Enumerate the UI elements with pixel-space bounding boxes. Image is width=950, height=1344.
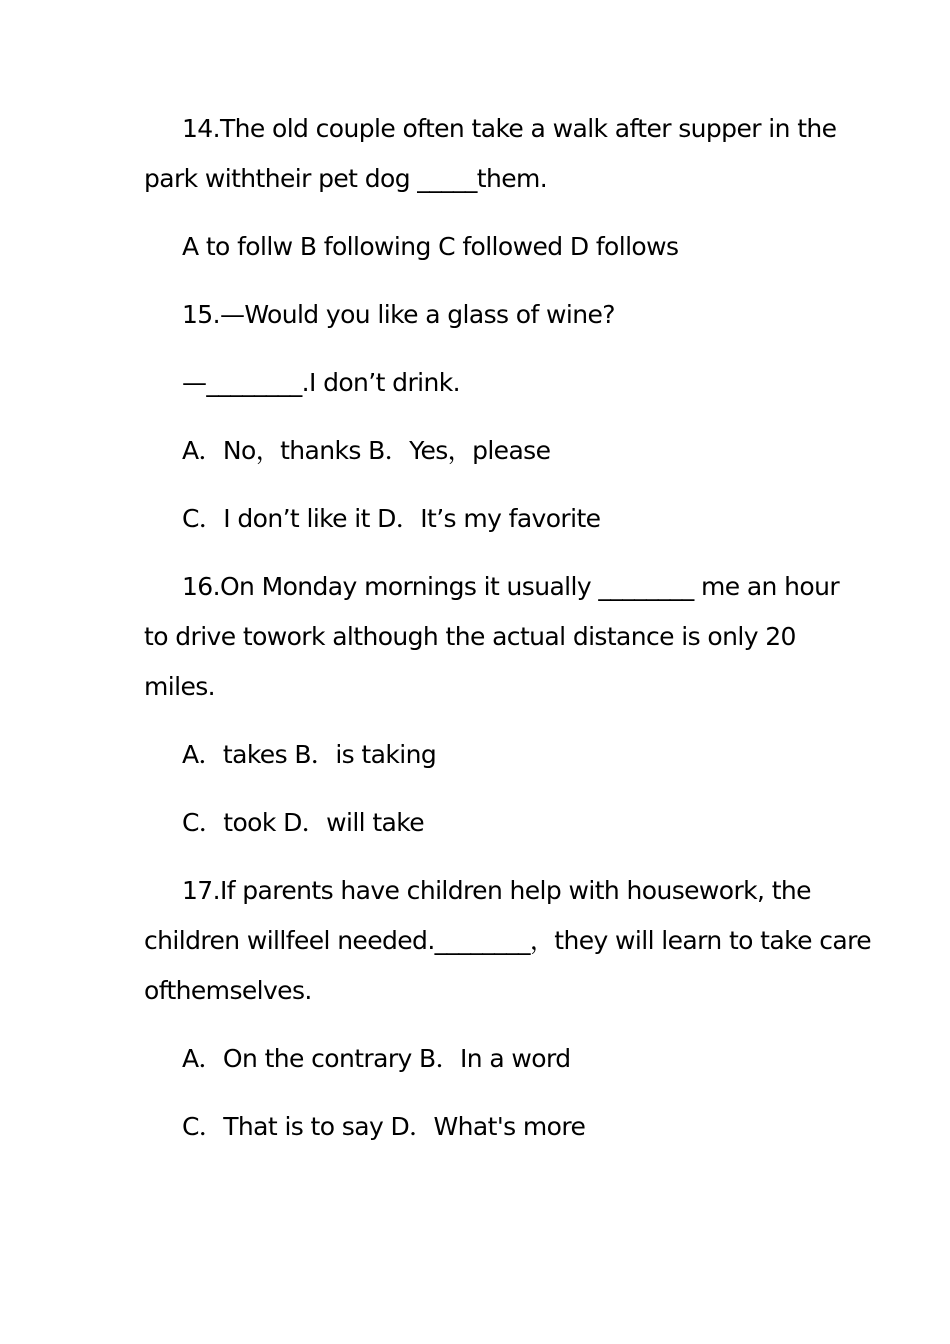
question-16-stem — [144, 562, 879, 712]
document-body — [144, 104, 879, 1170]
question-14-stem-line-1: 14.The old couple often take a walk after supper in the — [182, 114, 837, 143]
question-15-response: —________.I don’t drink. — [182, 368, 460, 397]
question-15-options-ab: A．No，thanks B．Yes，please — [182, 436, 551, 465]
question-17-stem-line-3: ofthemselves. — [144, 976, 312, 1005]
question-16-stem-line-3: miles. — [144, 672, 215, 701]
question-17-options-ab: A．On the contrary B．In a word — [182, 1044, 571, 1073]
question-15-options-cd: C．I don’t like it D．It’s my favorite — [182, 504, 601, 533]
question-17-options-cd: C．That is to say D．What's more — [182, 1112, 586, 1141]
question-17-stem — [144, 866, 879, 1016]
question-14-stem — [144, 104, 879, 204]
question-14-stem-line-2: park withtheir pet dog _____them. — [144, 164, 548, 193]
question-17-stem-line-2: children willfeel needed.________，they will learn to take care — [144, 926, 871, 955]
question-16-stem-line-2: to drive towork although the actual distance is only 20 — [144, 622, 796, 651]
question-16-options-cd: C．took D．will take — [182, 808, 425, 837]
question-16-stem-line-1: 16.On Monday mornings it usually ________ me an hour — [182, 572, 839, 601]
question-16-options-ab: A．takes B．is taking — [182, 740, 437, 769]
question-17-stem-line-1: 17.If parents have children help with housework, the — [182, 876, 811, 905]
question-15-prompt: 15.—Would you like a glass of wine? — [182, 300, 615, 329]
question-14-options: A to follw B following C followed D follows — [182, 232, 679, 261]
